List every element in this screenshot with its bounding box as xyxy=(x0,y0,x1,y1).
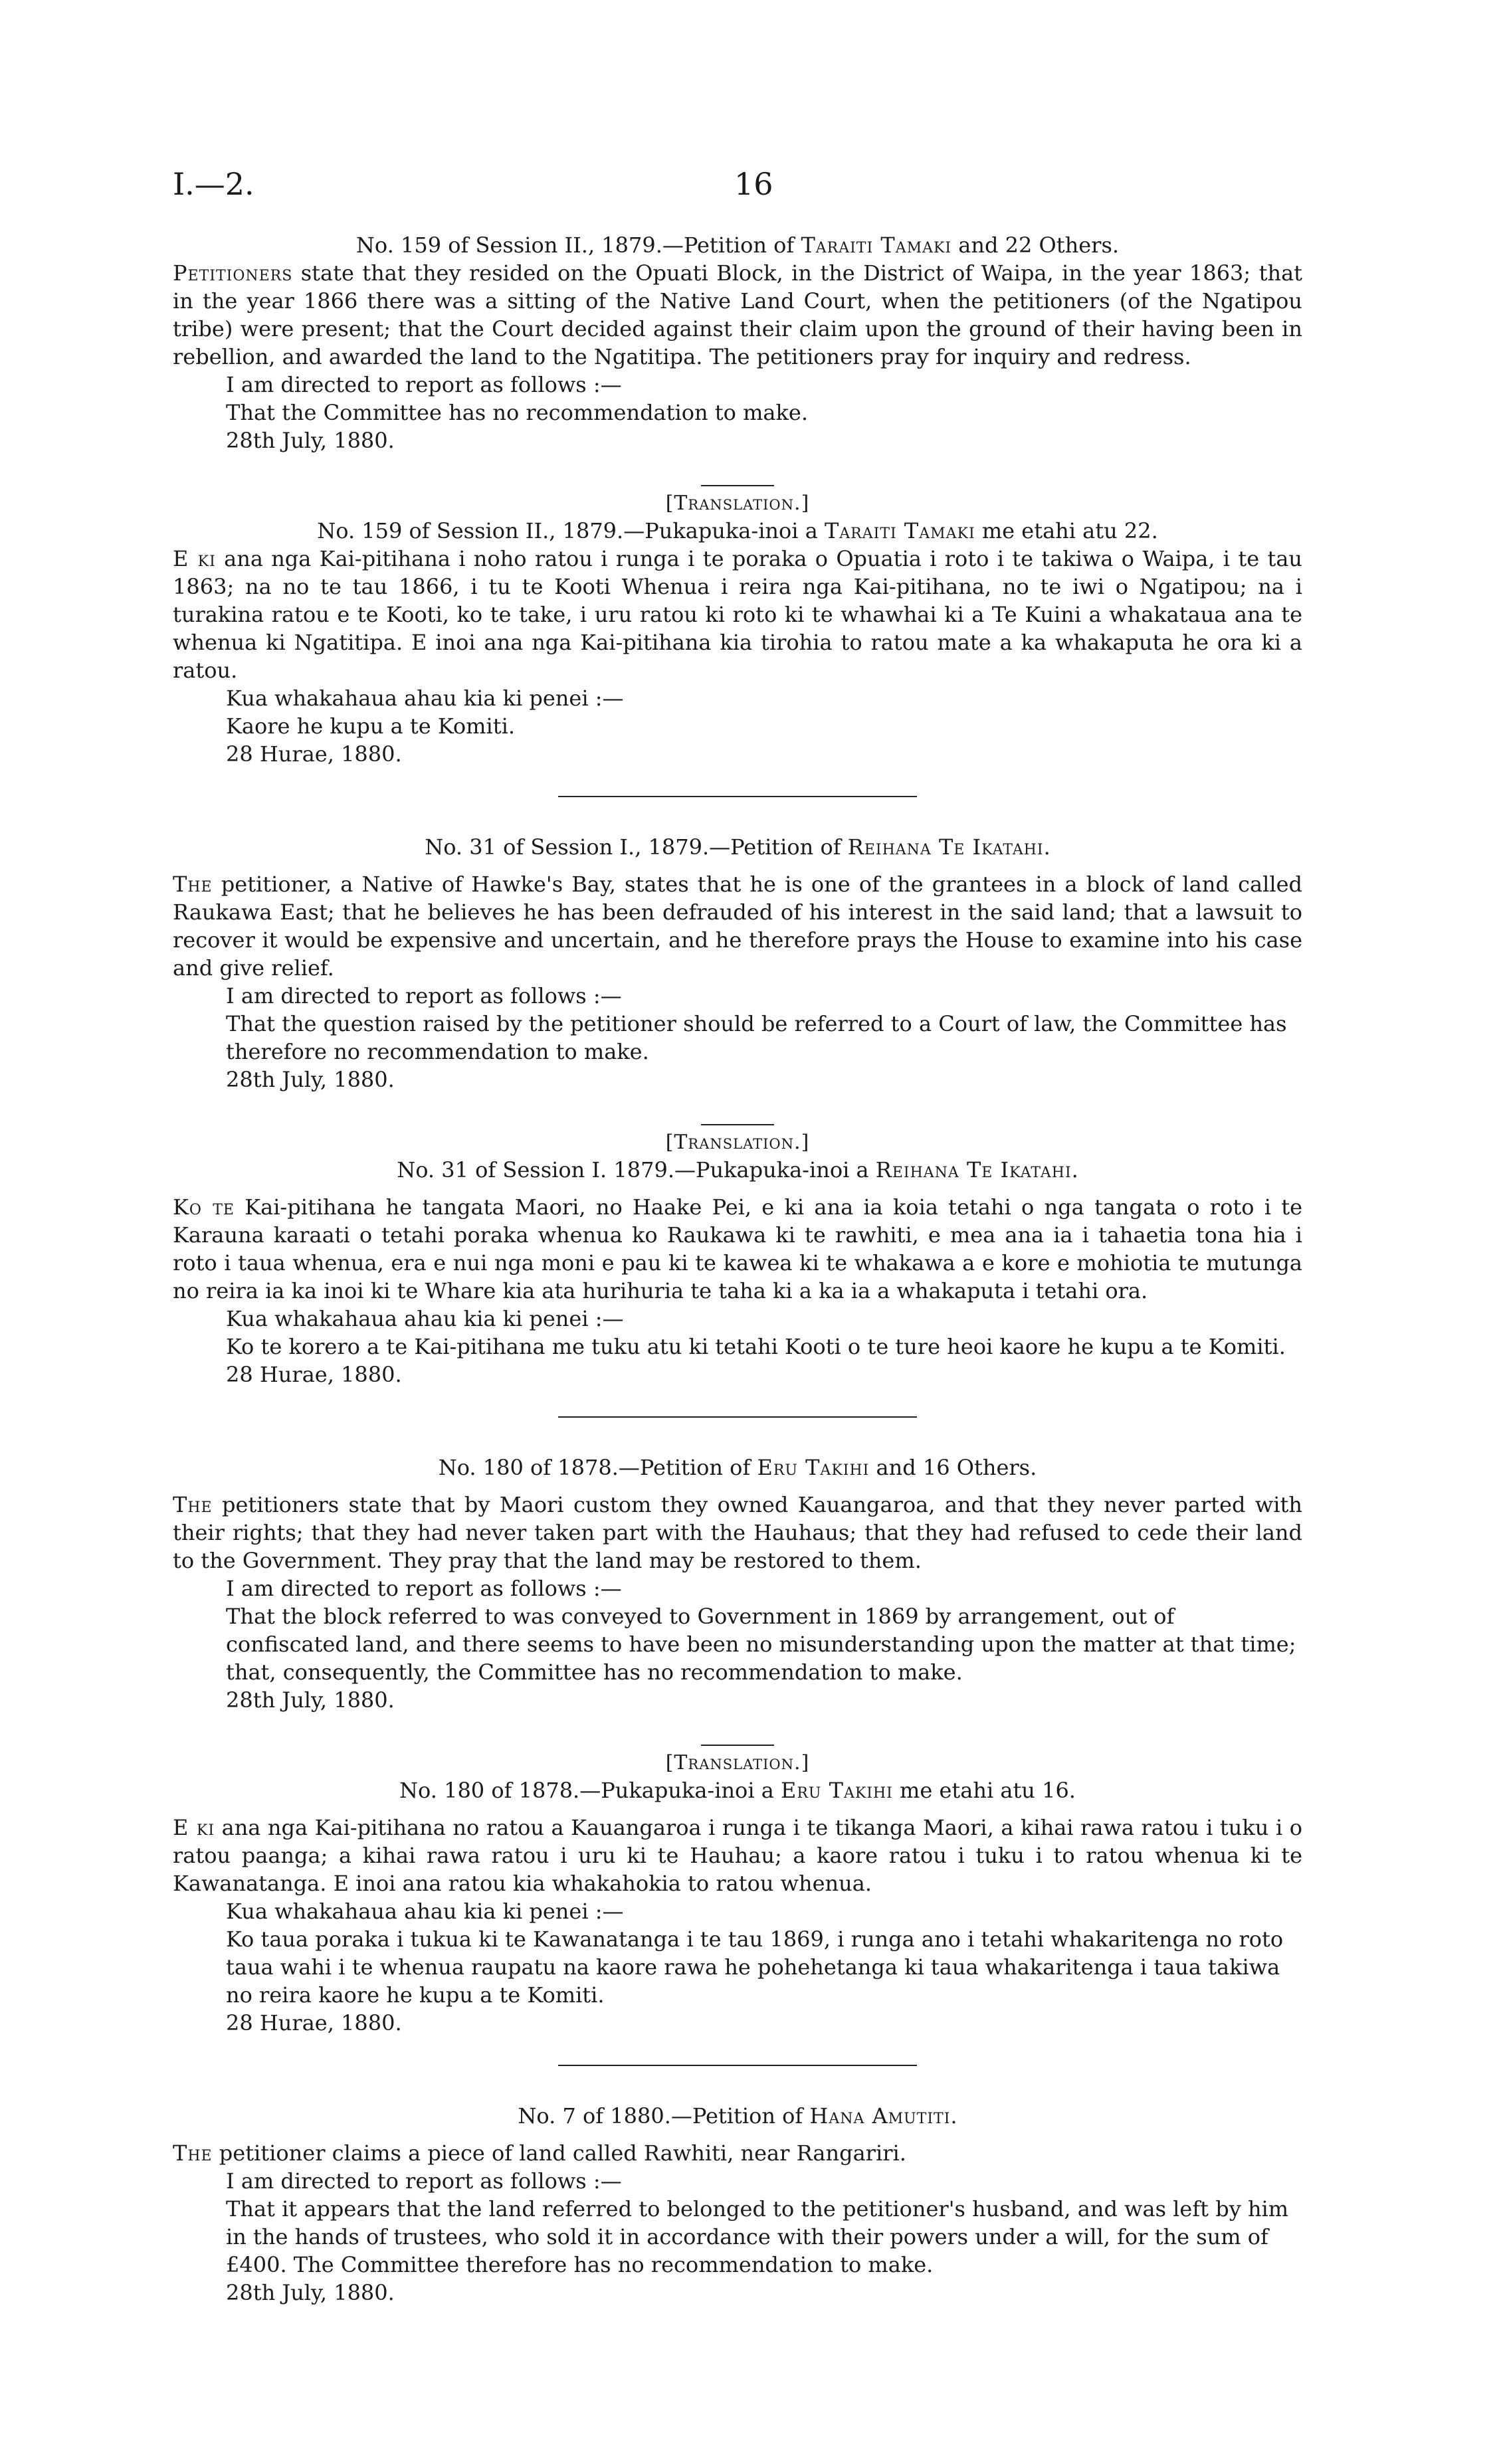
translation-directive: Kua whakahaua ahau kia ki penei :— xyxy=(226,1306,624,1331)
petition-title: No. 7 of 1880.—Petition of Hana Amutiti. xyxy=(518,2103,957,2129)
translation-text: E ki ana nga Kai-pitihana i noho ratou i runga i te poraka o Opuatia i roto i te takiwa o Waipa, i te tau 1863; na no te tau 1866, i tu te Kooti Whenua i reira nga Kai-pitihana, no te iwi o Ngatipou; na i turakina ratou e te Kooti, ko te take, i uru ratou ki roto ki te whawhai ki a Te Kuini a whakataua ana te whenua ki Ngatitipa. E inoi ana nga Kai-pitihana kia tirohia to ratou mate a ka whakaputa he ora ki a ratou. xyxy=(173,546,1303,683)
page-number: 16 xyxy=(734,166,773,202)
report-directive: I am directed to report as follows :— xyxy=(226,2168,622,2194)
report-directive: I am directed to report as follows :— xyxy=(226,1576,622,1601)
report-date: 28th July, 1880. xyxy=(226,428,395,453)
translation-text: Ko te Kai-pitihana he tangata Maori, no Haake Pei, e ki ana ia koia tetahi o nga tangata o roto i te Karauna karaati o tetahi poraka whenua ko Raukawa ki te rawhiti, e mea ana ia i tahaetia tona hia i roto i taua whenua, era e nui nga moni e pau ki te kawea ki te whakawa a e kore e mohiotia te mutunga no reira ia ka inoi ki te Whare kia ata hurihuria te taha ki a ka ia a whakaputa i tetahi ora. xyxy=(173,1194,1303,1303)
petition-text: The petitioners state that by Maori custom they owned Kauangaroa, and that they never parted with their rights; that they had never taken part with the Hauhaus; that they had refused to cede their land to the Government. They pray that the land may be restored to them. xyxy=(173,1492,1302,1573)
translation-title: No. 159 of Session II., 1879.—Pukapuka-inoi a Taraiti Tamaki me etahi atu 22. xyxy=(317,518,1158,543)
petition-text: The petitioner claims a piece of land called Rawhiti, near Rangariri. xyxy=(173,2140,906,2166)
translation-report: Ko taua poraka i tukua ki te Kawanatanga i te tau 1869, i runga ano i tetahi whakaritenga no roto taua wahi i te whenua raupatu na kaore rawa he pohehetanga ki taua whakaritenga i taua takiwa no reira kaore he kupu a te Komiti. xyxy=(226,1927,1284,2008)
section-divider xyxy=(558,1416,917,1418)
translation-label: [Translation.] xyxy=(665,1751,810,1774)
translation-report: Ko te korero a te Kai-pitihana me tuku atu ki tetahi Kooti o te ture heoi kaore he kupu a te Komiti. xyxy=(226,1334,1286,1359)
petition-title: No. 31 of Session I., 1879.—Petition of Reihana Te Ikatahi. xyxy=(425,834,1050,860)
translation-label: [Translation.] xyxy=(665,492,810,515)
petition-title: No. 180 of 1878.—Petition of Eru Takihi and 16 Others. xyxy=(438,1455,1037,1480)
petition-text: Petitioners state that they resided on the Opuati Block, in the District of Waipa, in the year 1863; that in the year 1866 there was a sitting of the Native Land Court, when the petitioners (of the Ngatipou tribe) were present; that the Court decided against their claim upon the ground of their having been in rebellion, and awarded the land to the Ngatitipa. The petitioners pray for inquiry and redress. xyxy=(173,260,1303,369)
translation-date: 28 Hurae, 1880. xyxy=(226,1362,402,1387)
translation-title: No. 180 of 1878.—Pukapuka-inoi a Eru Takihi me etahi atu 16. xyxy=(399,1778,1076,1803)
translation-date: 28 Hurae, 1880. xyxy=(226,741,402,767)
short-divider xyxy=(701,1745,774,1746)
translation-text: E ki ana nga Kai-pitihana no ratou a Kauangaroa i runga i te tikanga Maori, a kihai rawa ratou i tuku i o ratou paanga; a kihai rawa ratou i uru ki te Hauhau; a kaore ratou i tuku i to ratou whenua ki te Kawanatanga. E inoi ana ratou kia whakahokia to ratou whenua. xyxy=(173,1815,1303,1896)
petition-section xyxy=(173,231,1302,768)
committee-report: That the Committee has no recommendation to make. xyxy=(226,400,808,425)
short-divider xyxy=(701,485,774,486)
translation-title: No. 31 of Session I. 1879.—Pukapuka-inoi a Reihana Te Ikatahi. xyxy=(397,1157,1078,1183)
committee-report: That the block referred to was conveyed to Government in 1869 by arrangement, out of confiscated land, and there seems to have been no misunderstanding upon the matter at that time; that, consequently, the Committee has no recommendation to make. xyxy=(226,1604,1296,1685)
report-directive: I am directed to report as follows :— xyxy=(226,372,622,397)
report-date: 28th July, 1880. xyxy=(226,2280,395,2305)
petition-section xyxy=(173,833,1302,1388)
translation-date: 28 Hurae, 1880. xyxy=(226,2010,402,2036)
translation-directive: Kua whakahaua ahau kia ki penei :— xyxy=(226,1899,624,1924)
document-reference: I.—2. xyxy=(173,166,254,202)
section-divider xyxy=(558,2065,917,2066)
short-divider xyxy=(701,1124,774,1125)
translation-report: Kaore he kupu a te Komiti. xyxy=(226,713,516,739)
committee-report: That the question raised by the petitioner should be referred to a Court of law, the Committee has therefore no recommendation to make. xyxy=(226,1011,1287,1064)
petition-title: No. 159 of Session II., 1879.—Petition of Taraiti Tamaki and 22 Others. xyxy=(355,233,1120,258)
petition-section xyxy=(173,1454,1302,2037)
translation-label: [Translation.] xyxy=(665,1131,810,1154)
report-date: 28th July, 1880. xyxy=(226,1687,395,1713)
running-head xyxy=(173,166,1302,206)
document-body xyxy=(173,231,1302,2307)
petition-text: The petitioner, a Native of Hawke's Bay, states that he is one of the grantees in a block of land called Raukawa East; that he believes he has been defrauded of his interest in the said land; that a lawsuit to recover it would be expensive and uncertain, and he therefore prays the House to examine into his case and give relief. xyxy=(173,872,1303,981)
petition-section xyxy=(173,2102,1302,2307)
translation-directive: Kua whakahaua ahau kia ki penei :— xyxy=(226,686,624,711)
report-directive: I am directed to report as follows :— xyxy=(226,983,622,1008)
report-date: 28th July, 1880. xyxy=(226,1067,395,1092)
section-divider xyxy=(558,796,917,797)
committee-report: That it appears that the land referred to belonged to the petitioner's husband, and was left by him in the hands of trustees, who sold it in accordance with their powers under a will, for the sum of £400. The Committee therefore has no recommendation to make. xyxy=(226,2196,1289,2277)
